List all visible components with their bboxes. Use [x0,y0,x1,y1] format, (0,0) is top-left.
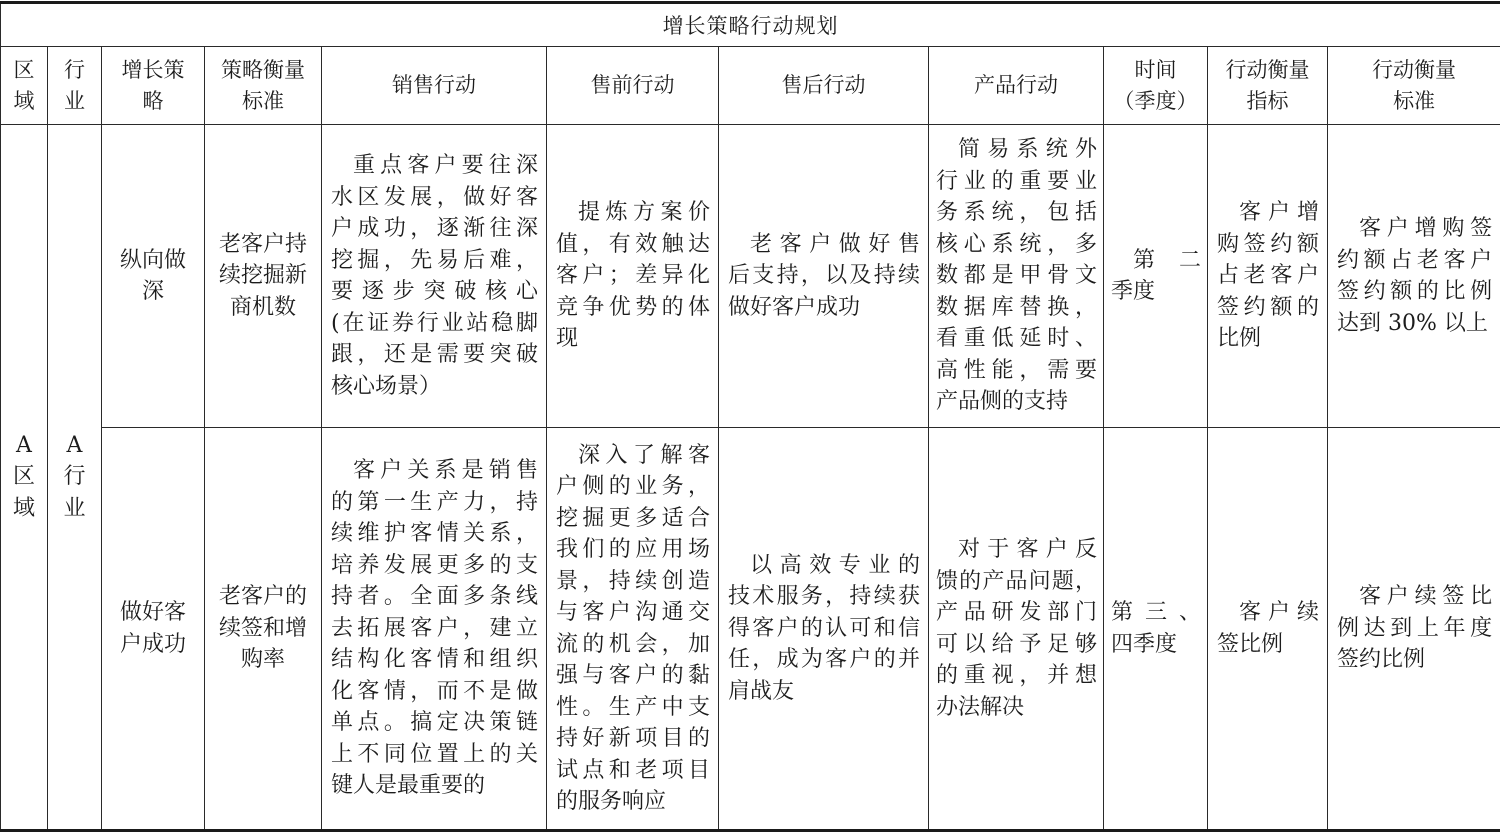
text-line: 产品侧的支持 [936,389,1069,415]
text-line: 我们的应用场 [556,537,710,562]
text-line: 可以给予足够 [936,631,1097,657]
product-cell-row2 [929,428,1104,831]
header-text-line: 销售行动 [392,73,476,97]
strategy-metric-cell-row2 [205,428,322,831]
text-line: 以高效专业的 [750,552,920,578]
text-line: (在证券行业站稳脚 [331,310,538,336]
text-line: 户侧的业务， [556,474,710,499]
presales-cell-row2 [547,428,719,831]
text-line: 的服务响应 [556,789,667,814]
header-text-line: 增长策 [121,57,185,82]
text-line: 对于客户反 [958,537,1097,562]
text-line: 数据库替换， [936,294,1097,320]
header-text-line: 标准 [1393,88,1436,113]
text-line: 与客户沟通交 [556,600,710,625]
text-line: 客户增 [1239,200,1319,226]
text-line: 例达到上年度 [1337,615,1493,641]
text-line: 去拓展客户，建立 [331,615,538,641]
industry-cell [48,125,102,831]
text-line: 务系统，包括 [936,200,1097,226]
text-line: 约额占老客户 [1337,247,1493,273]
time-cell-row2 [1104,428,1208,831]
text-line: 提炼方案价 [578,200,710,226]
text-line: 做好客 [119,600,186,625]
text-line: 核心系统，多 [936,231,1097,257]
industry-text-line: A [66,432,83,458]
text-line: 景，持续创造 [556,568,710,594]
text-line: 户成功，逐渐往深 [331,216,538,241]
text-line: 持者。全面多条线 [331,584,538,610]
text-line: 做好客户成功 [728,294,861,320]
header-text-line: 业 [64,88,85,113]
text-line: 签约额的 [1217,294,1319,320]
header-action-standard [1328,47,1500,125]
product-cell-row1 [929,125,1104,428]
sales-cell-row2 [322,428,547,831]
header-text-line: 产品行动 [974,73,1058,97]
time-cell-row1 [1104,125,1208,428]
text-line: 任，成为客户的并 [728,647,920,673]
text-line: 看重低延时、 [936,326,1097,352]
strategy-cell-row1 [102,125,205,428]
text-line: 产品研发部门 [936,600,1097,625]
industry-text-line: 行 [63,464,86,490]
text-line: 高性能，需要 [936,357,1097,383]
text-line: 四季度 [1111,631,1178,657]
text-line: 试点和老项目 [556,757,710,783]
industry-text-line: 业 [63,495,86,521]
growth-strategy-table [0,1,1500,832]
header-text-line: （季度） [1113,88,1198,113]
text-line: 达到 30% 以上 [1337,310,1488,336]
aftersales-cell-row1 [719,125,929,428]
text-line: 深入了解客 [578,442,710,468]
text-line: 得客户的认可和信 [728,615,920,641]
text-line: 单点。搞定决策链 [331,710,538,736]
text-line: 签约额的比例 [1337,279,1493,304]
text-line: 续签和增 [218,615,307,641]
text-line: 流的机会，加 [556,631,710,657]
table-title: 增长策略行动规划 [1,3,1500,47]
text-line: 培养发展更多的支 [331,552,538,578]
text-line: 签约比例 [1337,647,1426,673]
text-line: 简易系统外 [958,137,1097,163]
text-line: 客户续签比 [1359,584,1493,610]
header-product [929,47,1104,125]
header-time [1104,47,1208,125]
header-action-indicator [1208,47,1328,125]
text-line: 挖掘，先易后难， [331,247,538,273]
text-line: 的重视，并想 [936,663,1097,688]
header-region [1,47,48,125]
text-line: 技术服务，持续获 [728,584,920,610]
text-line: 馈的产品问题， [936,568,1097,594]
header-text-line: 域 [13,88,35,113]
text-line: 第三、 [1111,600,1201,625]
text-line: 占老客户 [1217,263,1319,289]
presales-cell-row1 [547,125,719,428]
text-line: 老客户的 [218,584,307,610]
text-line: 购率 [240,647,285,673]
text-line: 持好新项目的 [556,726,710,751]
sales-cell-row1 [322,125,547,428]
header-text-line: 行 [64,57,85,82]
header-aftersales [719,47,929,125]
text-line: 季度 [1111,279,1156,304]
text-line: 值，有效触达 [556,231,710,257]
text-line: 强与客户的黏 [556,663,710,688]
header-text-line: 售后行动 [781,73,866,97]
text-line: 老客户做好售 [750,231,920,257]
region-text-line: 域 [12,495,35,521]
text-line: 重点客户要往深 [353,153,538,178]
region-cell [1,125,48,831]
text-line: 签比例 [1217,631,1284,657]
text-line: 客户；差异化 [556,263,710,289]
header-text-line: 区 [13,57,35,82]
text-line: 续挖掘新 [218,263,307,289]
aftersales-cell-row2 [719,428,929,831]
action-standard-cell-row1 [1328,125,1500,428]
header-text-line: 策略衡量 [221,57,305,82]
text-line: 跟，还是需要突破 [331,342,538,367]
text-line: 办法解决 [936,694,1025,720]
text-line: 客户关系是销售 [353,458,538,484]
text-line: 水区发展，做好客 [331,184,538,210]
text-line: 商机数 [229,294,296,320]
action-standard-cell-row2 [1328,428,1500,831]
text-line: 现 [556,326,579,352]
text-line: 深 [141,279,164,304]
text-line: 的第一生产力，持 [331,489,538,515]
header-text-line: 指标 [1246,88,1289,113]
header-text-line: 行动衡量 [1225,57,1310,82]
text-line: 键人是最重要的 [331,773,486,799]
text-line: 数都是甲骨文 [936,263,1097,289]
text-line: 核心场景） [331,373,442,399]
text-line: 上不同位置上的关 [331,741,538,767]
region-text-line: A [16,432,32,458]
text-line: 纵向做 [119,247,186,273]
text-line: 性。生产中支 [556,694,710,720]
header-sales [322,47,547,125]
text-line: 老客户持 [218,231,307,257]
text-line: 比例 [1217,326,1262,352]
text-line: 挖掘更多适合 [556,505,710,531]
header-text-line: 行动衡量 [1372,57,1457,82]
text-line: 客户增购签 [1359,216,1493,241]
header-text-line: 标准 [242,88,284,113]
header-text-line: 时间 [1134,57,1177,82]
text-line: 竞争优势的体 [556,294,710,320]
header-industry [48,47,102,125]
text-line: 续维护客情关系， [331,521,538,547]
header-presales [547,47,719,125]
strategy-cell-row2 [102,428,205,831]
header-text-line: 售前行动 [590,73,675,97]
text-line: 第二 [1133,247,1201,273]
action-indicator-cell-row2 [1208,428,1328,831]
header-strategy-metric [205,47,322,125]
text-line: 行业的重要业 [936,168,1097,194]
action-indicator-cell-row1 [1208,125,1328,428]
header-strategy [102,47,205,125]
text-line: 后支持，以及持续 [728,263,920,289]
text-line: 肩战友 [728,678,795,704]
text-line: 化客情，而不是做 [331,678,538,704]
text-line: 购签约额 [1217,231,1319,257]
header-text-line: 略 [142,88,164,113]
text-line: 户成功 [119,631,186,657]
strategy-metric-cell-row1 [205,125,322,428]
text-line: 要逐步突破核心 [331,279,538,304]
region-text-line: 区 [12,464,35,490]
text-line: 结构化客情和组织 [331,647,538,673]
text-line: 客户续 [1239,600,1319,625]
